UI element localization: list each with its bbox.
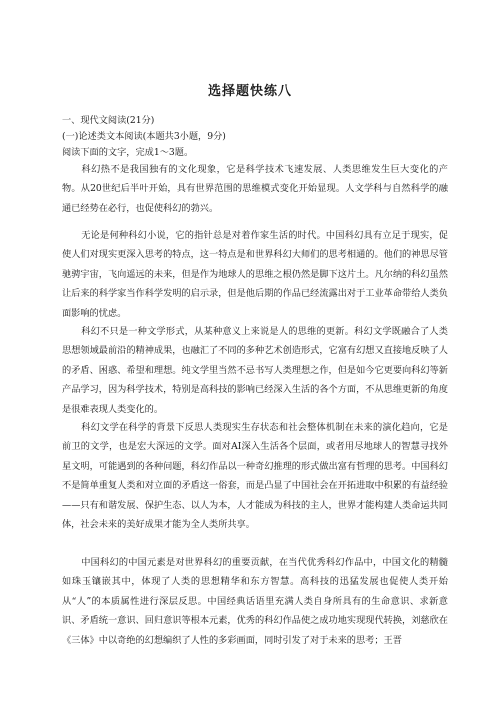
- section-heading: 一、现代文阅读(21分): [62, 115, 155, 126]
- subsection-heading: (一)论述类文本阅读(本题共3小题，9分): [62, 131, 226, 142]
- paragraph-2-text: 无论是何种科幻小说，它的指针总是对着作家生活的时代。中国科幻具有立足于现实，促使人们对现实更深入思考的特点，这一特点是和世界科幻大师们的思考相通的。他们的神思尽管驰骋宇宙，飞向遥远的未来，但是作为地球人的思维之根仍然是脚下这片土。凡尔纳的科幻虽然让后来的科学家当作科学发明的启示录，但是他后期的作品已经流露出对于工业革命带给人类负面影响的忧虑。: [62, 230, 448, 319]
- page-title: 选择题快练八: [207, 84, 292, 99]
- paragraph-4: [62, 418, 448, 534]
- paragraph-5: [62, 553, 448, 650]
- paragraph-2: [62, 226, 448, 323]
- paragraph-1-text: 科幻热不是我国独有的文化现象，它是科学技术飞速发展、人类思维发生巨大变化的产物。从20世纪后半叶开始，具有世界范围的思维模式变化开始显现。人文学科与自然科学的融通已经势在必行，也促使科幻的勃兴。: [62, 164, 448, 214]
- paragraph-4-text: 科幻文学在科学的背景下反思人类现实生存状态和社会整体机制在未来的演化趋向，它是前卫的文学，也是宏大深远的文学。面对AI深入生活各个层面，或者用尽地球人的智慧寻找外星文明，可能遇到的各种问题，科幻作品以一种奇幻推理的形式做出富有哲理的思考。中国科幻不是简单重复人类和对立面的矛盾这一俗套，而是凸显了中国社会在开拓进取中积累的有益经验——只有和谐发展、保护生态、以人为本，人才能成为科技的主人，世界才能构建人类命运共同体，社会未来的美好成果才能为全人类所共享。: [62, 422, 448, 531]
- reading-instruction: 阅读下面的文字，完成1～3题。: [62, 147, 194, 158]
- paragraph-1: [62, 160, 448, 218]
- paragraph-3: [62, 322, 448, 419]
- paragraph-3-text: 科幻不只是一种文学形式，从某种意义上来说是人的思维的更新。科幻文学既融合了人类思想领域最前沿的精神成果，也融汇了不同的多种艺术创造形式，它富有幻想又直接地反映了人的矛盾、困惑、希望和理想。纯文学里当然不忌书写人类理想之作，但是如今它更要向科幻等新产品学习，因为科学技术，特别是高科技的影响已经深入生活的各个方面，不从思维更新的角度是很难表现人类变化的。: [62, 326, 448, 415]
- paragraph-5-text: 中国科幻的中国元素是对世界科幻的重要贡献，在当代优秀科幻作品中，中国文化的精髓如珠玉镶嵌其中，体现了人类的思想精华和东方智慧。高科技的迅猛发展也促使人类开始从“人”的本质属性进行深层反思。中国经典话语里充满人类自身所具有的生命意识、求新意识、矛盾统一意识、回归意识等根本元素，优秀的科幻作品使之成功地实现现代转换，刘慈欣在《三体》中以奇绝的幻想编织了人性的多彩画面，同时引发了对于未来的思考；王晋: [62, 557, 448, 646]
